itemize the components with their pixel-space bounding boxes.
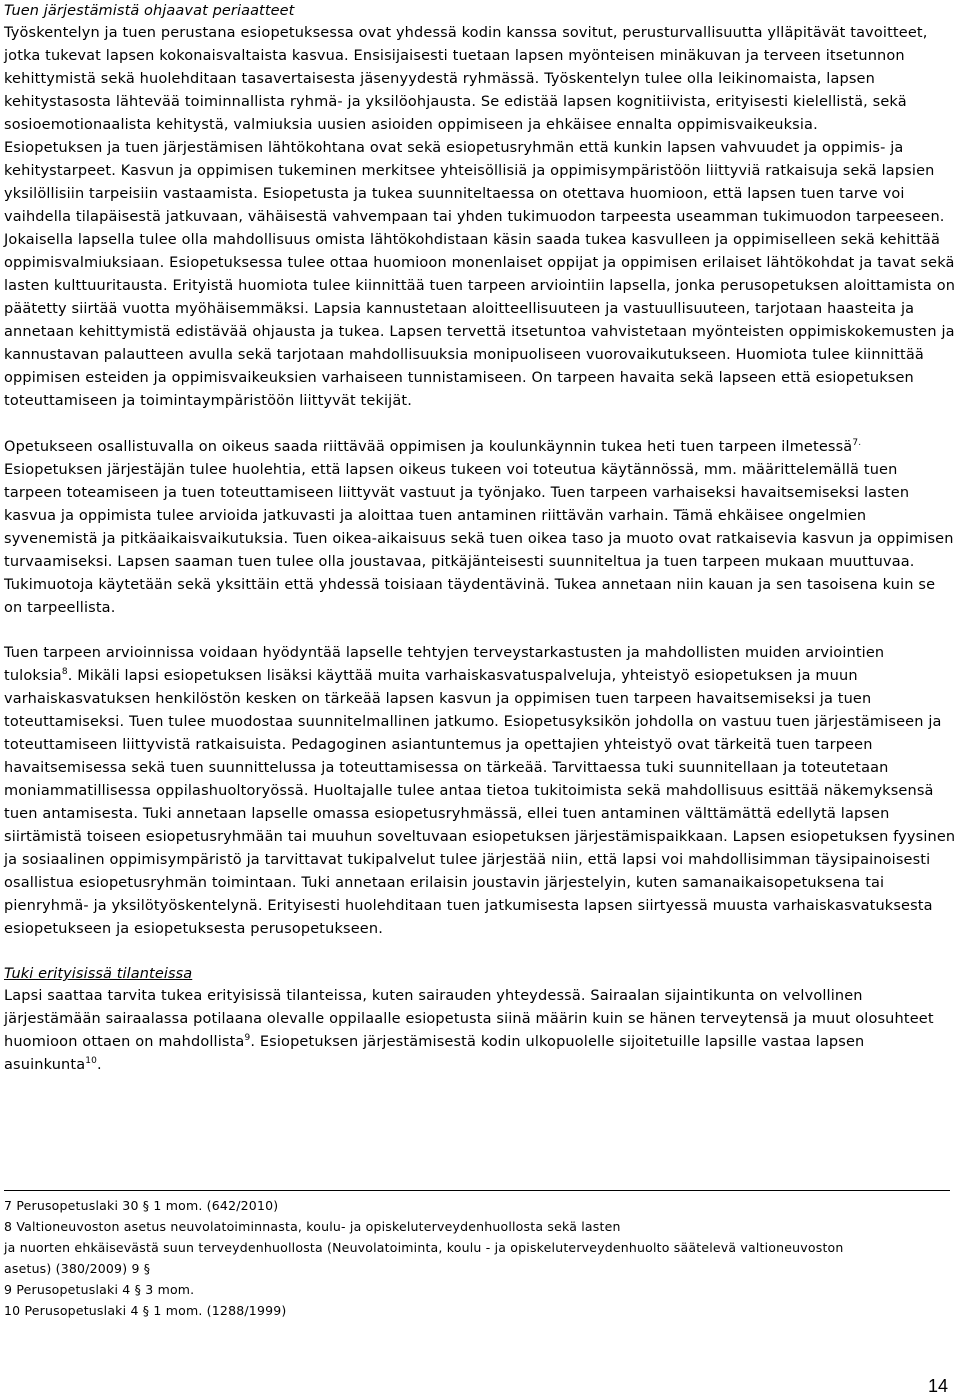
text-span: Tuen tarpeen arvioinnissa voidaan hyödyntää lapselle tehtyjen terveystarkastusten ja mahdollisten muiden arviointien tuloksia	[4, 645, 885, 684]
footnote-8-line3: asetus) (380/2009) 9 §	[4, 1261, 151, 1276]
section-title-principles: Tuen järjestämistä ohjaavat periaatteet	[4, 3, 295, 19]
paragraph-support-right	[4, 436, 956, 620]
paragraph: Jokaisella lapsella tulee olla mahdollisuus omista lähtökohdistaan käsin saada tukea kasvulleen ja oppimiselleen sekä kehittää oppimisvalmiuksiaan. Esiopetuksessa tulee ottaa huomioon monenlaiset oppijat ja oppimisen erilaiset lähtökohdat ja tavat sekä lasten kulttuuritausta. Erityistä huomiota tulee kiinnittää tuen tarpeen arviointiin lapsella, jonka perusopetuksen aloittamista on päätetty siirtää vuotta myöhäisemmäksi. Lapsia kannustetaan aloitteellisuuteen ja vastuullisuuteen, tarjotaan haasteita ja annetaan kehittymistä edistävää ohjausta ja tukea. Lapsen tervettä itsetuntoa vahvistetaan myönteisten oppimiskokemusten ja kannustavan palautteen avulla sekä tarjotaan mahdollisuuksia monipuoliseen vuorovaikutukseen. Huomiota tulee kiinnittää oppimisen esteiden ja oppimisvaikeuksien varhaiseen tunnistamiseen. On tarpeen havaita sekä lapseen että esiopetuksen toteuttamiseen ja toimintaympäristöön liittyvät tekijät.	[4, 232, 956, 409]
footnote-ref-8: 8	[61, 667, 68, 678]
paragraph: Työskentelyn ja tuen perustana esiopetuksessa ovat yhdessä kodin kanssa sovitut, perusturvallisuutta ylläpitävät tavoitteet, jotka tukevat lapsen kokonaisvaltaista kasvua. Ensisijaisesti tuetaan lapsen myönteisen minäkuvan ja terveen itsetunnon kehittymistä sekä huolehditaan tasavertaisesta jäsenyydestä ryhmässä. Työskentelyn tulee olla leikinomaista, lapsen kehitystasosta lähtevää toiminnallista ryhmä- ja yksilöohjausta. Se edistää lapsen kognitiivista, erityisesti kielellistä, sekä sosioemotionaalista kehitystä, valmiuksia uusien asioiden oppimiseen ja ehkäisee ennalta oppimisvaikeuksia.	[4, 25, 928, 133]
paragraph-support-assessment	[4, 642, 956, 941]
footnote-ref-9: 9	[244, 1033, 251, 1044]
text-span: Opetukseen osallistuvalla on oikeus saada riittävää oppimisen ja koulunkäynnin tukea heti tuen tarpeen ilmetessä	[4, 439, 853, 455]
text-span: .	[97, 1057, 102, 1073]
footnote-8-line2: ja nuorten ehkäisevästä suun terveydenhuollosta (Neuvolatoiminta, koulu - ja opiskeluterveydenhuolto säätelevä valtioneuvoston	[4, 1240, 844, 1255]
footnote-10: 10 Perusopetuslaki 4 § 1 mom. (1288/1999)	[4, 1303, 287, 1318]
text-span: Esiopetuksen järjestäjän tulee huolehtia, että lapsen oikeus tukeen voi toteutua käytännössä, mm. määrittelemällä tuen tarpeen toteamiseen ja tuen toteuttamiseen liittyvät vastuut ja työnjako. Tuen tarpeen varhaiseksi havaitsemiseksi lasten kasvua ja oppimista tulee arvioida jatkuvasti ja aloittaa tuen antaminen riittävän varhain. Tämä ehkäisee ongelmien syvenemistä ja pitkäaikaisvaikutuksia. Tuen oikea-aikaisuus sekä tuen oikea taso ja muoto ovat ratkaisevia kasvun ja oppimisen turvaamiseksi. Lapsen saaman tuen tulee olla joustavaa, pitkäjänteisesti suunniteltua ja tuen tarpeen mukaan muuttuvaa. Tukimuotoja käytetään sekä yksittäin että yhdessä toisiaan täydentävinä. Tukea annetaan niin kauan ja sen tasoisena kuin se on tarpeellista.	[4, 462, 954, 616]
text-span: . Mikäli lapsi esiopetuksen lisäksi käyttää muita varhaiskasvatuspalveluja, yhteistyö esiopetuksen ja muun varhaiskasvatuksen henkilöstön kesken on tärkeää lapsen kasvun ja oppimisen tuen tarpeen havaitsemiseksi ja tuen toteuttamiseksi. Tuen tulee muodostaa suunnitelmallinen jatkumo. Esiopetusyksikön johdolla on vastuu tuen järjestämiseen ja toteuttamiseen liittyvistä ratkaisuista. Pedagoginen asiantuntemus ja opettajien yhteistyö ovat tärkeitä tuen tarpeen havaitsemisessa sekä tuen suunnittelussa ja toteuttamisessa on tärkeää. Tarvittaessa tuki suunnitellaan ja toteutetaan moniammatillisessa oppilashuoltoryössä. Huoltajalle tulee antaa tietoa tukitoimista sekä mahdollisuus esittää näkemyksensä tuen antamisesta. Tuki annetaan lapselle omassa esiopetusryhmässä, ellei tuen antaminen välttämättä edellytä lapsen siirtämistä toiseen esiopetusryhmään tai muuhun soveltuvaan esiopetuksen järjestämispaikkaan. Lapsen esiopetuksen fyysinen ja sosiaalinen oppimisympäristö ja tarvittavat tukipalvelut tulee järjestää niin, että lapsi voi mahdollisimman täysipainoisesti osallistua esiopetusryhmän toimintaan. Tuki annetaan erilaisin joustavin järjestelyin, kuten samanaikaisopetuksena tai pienryhmä- ja yksilötyöskentelynä. Erityisesti huolehditaan tuen jatkumisesta lapsen siirtyessä muusta varhaiskasvatuksesta esiopetukseen ja esiopetuksesta perusopetukseen.	[4, 668, 956, 937]
footnote-7: 7 Perusopetuslaki 30 § 1 mom. (642/2010)	[4, 1198, 279, 1213]
footnote-ref-10: 10	[85, 1056, 98, 1067]
text-span: . Esiopetuksen järjestämisestä kodin ulkopuolelle sijoitetuille lapsille vastaa lapsen asuinkunta	[4, 1034, 865, 1073]
footnotes	[4, 1195, 950, 1321]
page-number: 14	[927, 1376, 948, 1396]
footnote-8-line1: 8 Valtioneuvoston asetus neuvolatoiminnasta, koulu- ja opiskeluterveydenhuollosta sekä lasten	[4, 1219, 621, 1234]
footnote-separator	[4, 1190, 950, 1191]
text-span: Lapsi saattaa tarvita tukea erityisissä tilanteissa, kuten sairauden yhteydessä. Sairaalan sijaintikunta on velvollinen järjestämään sairaalassa potilaana olevalle oppilaalle esiopetusta siinä määrin kuin se hänen terveytensä ja muut olosuhteet huomioon ottaen on mahdollista	[4, 988, 934, 1050]
document-page	[4, 0, 956, 1077]
paragraph-special-situations	[4, 985, 956, 1077]
section-title-special-situations: Tuki erityisissä tilanteissa	[4, 966, 193, 982]
footnote-ref-7: 7.	[852, 438, 862, 449]
footnote-9: 9 Perusopetuslaki 4 § 3 mom.	[4, 1282, 195, 1297]
paragraph: Esiopetuksen ja tuen järjestämisen lähtökohtana ovat sekä esiopetusryhmän että kunkin lapsen vahvuudet ja oppimis- ja kehitystarpeet. Kasvun ja oppimisen tukeminen merkitsee yhteisöllisiä ja oppimisympäristöön liittyviä ratkaisuja sekä lapsien yksilöllisiin tarpeisiin vastaamista. Esiopetusta ja tukea suunniteltaessa on otettava huomioon, että lapsen tuen tarve voi vaihdella tilapäisestä jatkuvaan, vähäisestä vahvempaan tai yhden tukimuodon tarpeesta useamman tukimuodon tarpeeseen.	[4, 140, 945, 225]
